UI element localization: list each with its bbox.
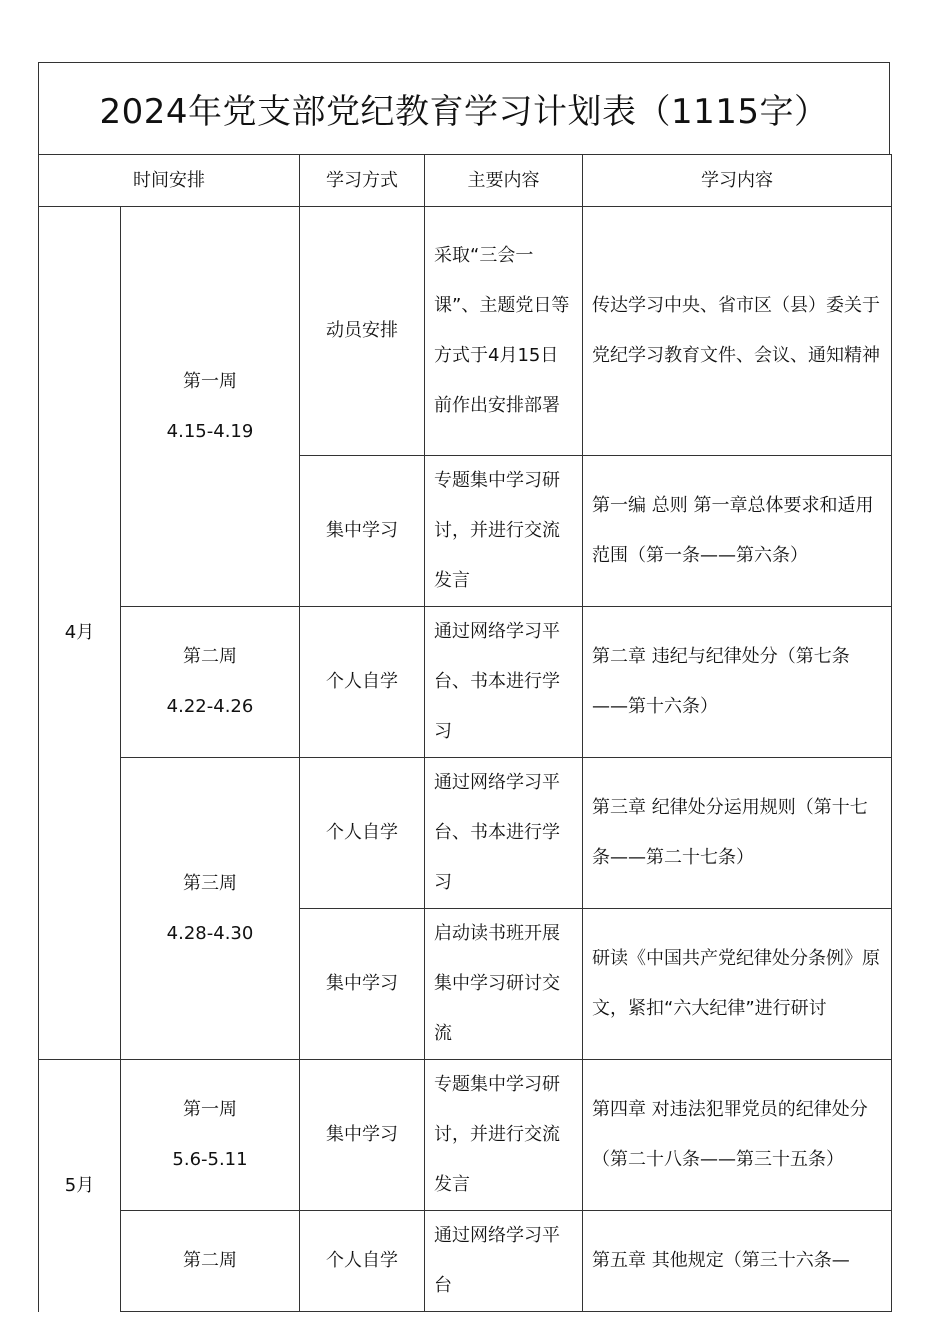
method-cell: 集中学习 — [300, 456, 425, 607]
table-row — [39, 1060, 892, 1211]
week-dates: 4.22-4.26 — [166, 696, 254, 717]
week-label: 第二周 — [183, 1250, 237, 1271]
study-content-cell: 传达学习中央、省市区（县）委关于党纪学习教育文件、会议、通知精神 — [583, 207, 892, 456]
week-label: 第三周 — [183, 872, 237, 894]
month-cell-april: 4月 — [39, 207, 121, 1060]
week-dates: 4.15-4.19 — [166, 420, 254, 442]
week-cell — [121, 607, 300, 758]
week-label: 第二周 — [183, 646, 237, 667]
method-cell: 集中学习 — [300, 909, 425, 1060]
month-cell-may: 5月 — [39, 1060, 121, 1312]
study-content-cell: 第二章 违纪与纪律处分（第七条——第十六条） — [583, 607, 892, 758]
method-cell: 个人自学 — [300, 607, 425, 758]
study-content-cell: 第五章 其他规定（第三十六条— — [583, 1211, 892, 1312]
table-row — [39, 758, 892, 909]
main-content-cell: 通过网络学习平台、书本进行学习 — [425, 607, 583, 758]
header-time: 时间安排 — [39, 155, 300, 207]
table-row — [39, 1211, 892, 1312]
week-cell — [121, 1060, 300, 1211]
study-content-cell: 第四章 对违法犯罪党员的纪律处分（第二十八条——第三十五条） — [583, 1060, 892, 1211]
week-dates: 5.6-5.11 — [172, 1149, 248, 1170]
main-content-cell: 通过网络学习平台、书本进行学习 — [425, 758, 583, 909]
study-content-cell: 第一编 总则 第一章总体要求和适用范围（第一条——第六条） — [583, 456, 892, 607]
study-plan-table — [38, 154, 892, 1312]
week-cell — [121, 1211, 300, 1312]
main-content-cell: 启动读书班开展集中学习研讨交流 — [425, 909, 583, 1060]
study-content-cell: 第三章 纪律处分运用规则（第十七条——第二十七条） — [583, 758, 892, 909]
table-row — [39, 207, 892, 456]
main-content-cell: 采取“三会一课”、主题党日等方式于4月15日前作出安排部署 — [425, 207, 583, 456]
page-title: 2024年党支部党纪教育学习计划表（1115字） — [38, 62, 890, 154]
week-label: 第一周 — [183, 1099, 237, 1120]
week-cell — [121, 207, 300, 607]
method-cell: 集中学习 — [300, 1060, 425, 1211]
header-row — [39, 155, 892, 207]
main-content-cell: 专题集中学习研讨，并进行交流发言 — [425, 1060, 583, 1211]
header-main-content: 主要内容 — [425, 155, 583, 207]
method-cell: 个人自学 — [300, 1211, 425, 1312]
main-content-cell: 专题集中学习研讨，并进行交流发言 — [425, 456, 583, 607]
week-dates: 4.28-4.30 — [166, 922, 254, 944]
method-cell: 动员安排 — [300, 207, 425, 456]
header-method: 学习方式 — [300, 155, 425, 207]
main-content-cell: 通过网络学习平台 — [425, 1211, 583, 1312]
method-cell: 个人自学 — [300, 758, 425, 909]
week-cell — [121, 758, 300, 1060]
study-content-cell: 研读《中国共产党纪律处分条例》原文，紧扣“六大纪律”进行研讨 — [583, 909, 892, 1060]
table-row — [39, 607, 892, 758]
week-label: 第一周 — [183, 370, 237, 392]
header-study-content: 学习内容 — [583, 155, 892, 207]
